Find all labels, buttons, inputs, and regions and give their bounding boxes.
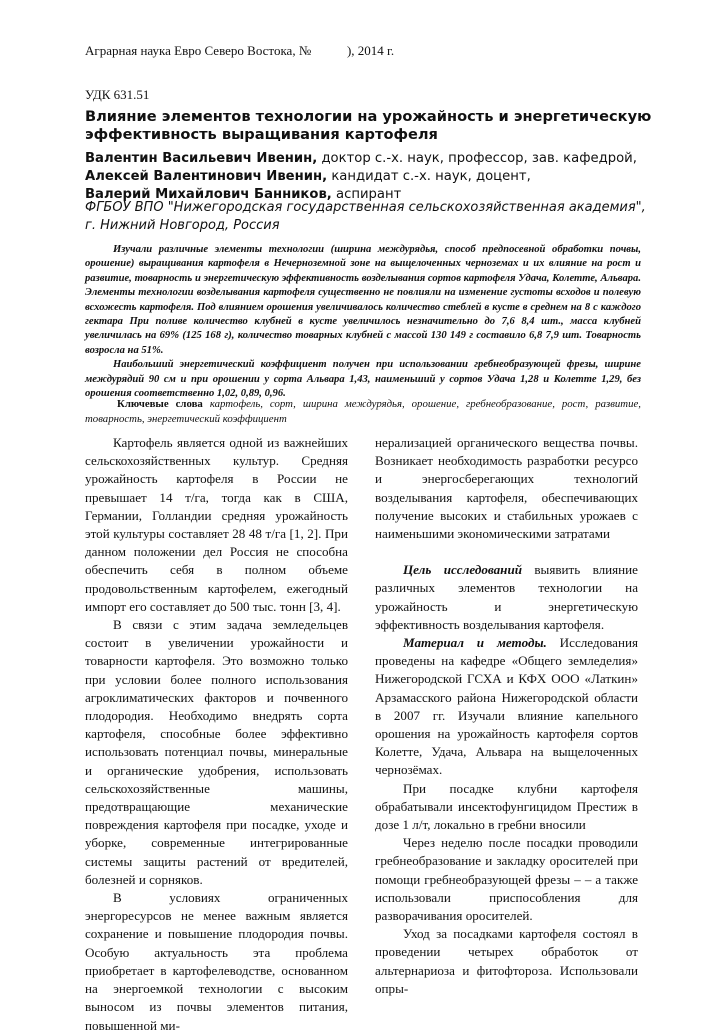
author-degree: кандидат с.-х. наук, доцент,: [331, 169, 531, 184]
body-paragraph: При посадке клубни картофеля обрабатывали инсектофунгицидом Престиж в дозе 1 л/т, локально в гребни вносили: [375, 780, 638, 833]
abstract-paragraph: Изучали различные элементы технологии (ширина междурядья, способ предпосевной обработки почвы, орошение) выращивания картофеля в Нечерноземной зоне на выщелоченных черноземах и их влияние на рост и развитие, товарность и энергетическую эффективность возделывания сортов картофеля Удача, Колетте, Альвара. Элементы технологии возделывания картофеля существенно не повлияли на изменение густоты всходов и полевую всхожесть картофеля. Под влиянием орошения увеличивалось количество стеблей в кусте в среднем на 8 с каждого гектара При поливе количество клубней в кусте увеличилось незначительно до 7,6 8,4 шт., масса клубней увеличилась на 69% (125 168 г), количество товарных клубней с массой 130 149 г составило 6,8 7,9 шт. Товарность возросла на 51%.: [85, 244, 641, 356]
running-head: Аграрная наука Евро Северо Востока, № ), 2014 г.: [85, 43, 395, 58]
author-degree: аспирант: [336, 187, 402, 202]
methods-paragraph: [375, 634, 638, 780]
abstract-paragraph: Наибольший энергетический коэффициент получен при использовании гребнеобразующей фрезы, ширине междурядий 90 см и при орошении у сорта Альвара 1,43, наименьший у сортов Удача 1,28 и Колетте 1,29, без орошения соответственно 1,02, 0,89, 0,96.: [85, 359, 641, 400]
affiliation: ФГБОУ ВПО "Нижегородская государственная сельскохозяйственная академия", г. Нижний Новгород, Россия: [85, 200, 646, 233]
body-column-right: [375, 434, 638, 998]
body-paragraph: В условиях ограниченных энергоресурсов не менее важным является сохранение и повышение плодородия почвы. Особую актуальность эта проблема приобретает в картофелеводстве, основанном на энергоемкой технологии с высоким выносом из почвы элементов питания, повышенной ми-: [85, 890, 348, 1033]
author-name: Валентин Васильевич Ивенин,: [85, 151, 318, 166]
author-list: [85, 150, 665, 204]
methods-heading: Материал и методы.: [403, 635, 547, 651]
body-paragraph: Через неделю после посадки проводили гребнеобразование и закладку оросителей при помощи гребнеобразующей фрезы – – а также использовали приспособления для разворачивания оросителей.: [375, 835, 638, 924]
body-paragraph: Картофель является одной из важнейших сельскохозяйственных культур. Средняя урожайность картофеля в России не превышает 14 т/га, тогда как в США, Германии, Голландии средняя урожайность этой культуры составляет 28 48 т/га [1, 2]. При данном положении дел Россия не способна обеспечить себя в полном объеме продовольственным картофелем, ежегодный импорт его составляет до 500 тыс. тонн [3, 4].: [85, 435, 348, 614]
body-paragraph: Уход за посадками картофеля состоял в проведении четырех обработок от альтернариоза и фитофтороза. Использовали опры-: [375, 926, 638, 996]
keywords-text: картофель, сорт, ширина междурядья, орошение, гребнеобразование, рост, развитие, товарность, энергетический коэффициент: [85, 398, 641, 425]
body-paragraph: нерализацией органического вещества почвы. Возникает необходимость разработки ресурсо и энергосберегающих технологий возделывания картофеля, обеспечивающих получение высоких и стабильных урожаев с наименьшими экономическими затратами: [375, 435, 638, 542]
body-column-left: [85, 434, 348, 1035]
body-paragraph: В связи с этим задача земледельцев состоит в увеличении урожайности и товарности картофеля. Это возможно только при условии более полного использования агроклиматических факторов и почвенного плодородия. Необходимо внедрять сорта картофеля, способные более эффективно использовать потенциал почвы, минеральные и органические удобрения, использовать сельскохозяйственные машины, предотвращающие механические повреждения картофеля при посадке, уходе и уборке, современные интегрированные системы защиты растений от вредителей, болезней и сорняков.: [85, 617, 348, 887]
author-2: [85, 168, 665, 186]
author-name: Валерий Михайлович Банников,: [85, 187, 332, 202]
methods-text: Исследования проведены на кафедре «Общего земледелия» Нижегородской ГСХА и КФХ ООО «Латкин» Арзамасского района Нижегородской области в 2007 гг. Изучали влияние капельного орошения на урожайность картофеля сортов Колетте, Удача, Альвара на выщелоченных чернозёмах.: [375, 635, 639, 778]
author-1: [85, 150, 665, 168]
goal-text: выявить влияние различных элементов технологии на урожайность и энергетическую эффективность возделывания картофеля.: [375, 562, 638, 632]
author-degree: доктор с.-х. наук, профессор, зав. кафедрой,: [321, 151, 637, 166]
goal-heading: Цель исследований: [403, 562, 523, 578]
keywords: [85, 397, 641, 427]
author-name: Алексей Валентинович Ивенин,: [85, 169, 328, 184]
keywords-label: Ключевые слова: [117, 398, 203, 410]
goal-paragraph: [375, 561, 638, 634]
udc-code: УДК 631.51: [85, 87, 150, 102]
abstract: [85, 243, 641, 401]
article-title: Влияние элементов технологии на урожайность и энергетическую эффективность выращивания картофеля: [85, 108, 652, 143]
